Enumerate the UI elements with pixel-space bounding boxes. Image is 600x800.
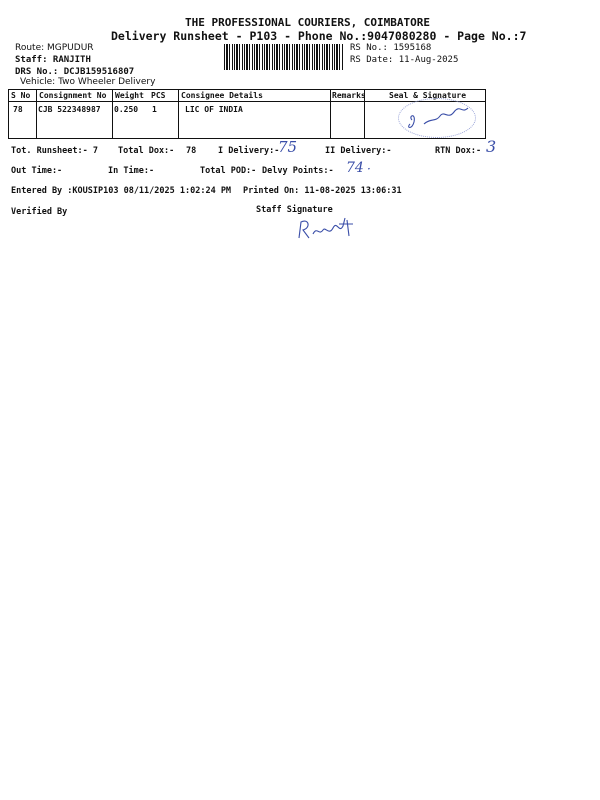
- receiver-signature: [402, 98, 482, 138]
- header-seal-signature: Seal & Signature: [389, 91, 467, 100]
- verified-by: Verified By: [11, 207, 68, 217]
- i-delivery-handwritten: 75: [278, 138, 298, 156]
- delvy-points-handwritten: 74: [346, 160, 364, 176]
- staff-signature: [295, 214, 365, 244]
- company-name: THE PROFESSIONAL COURIERS, COIMBATORE: [185, 16, 431, 29]
- header-remarks: Remarks: [332, 91, 366, 100]
- row-pcs: 1: [152, 105, 157, 114]
- header-pcs: PCS: [151, 91, 166, 100]
- entered-by: Entered By :KOUSIP103 08/11/2025 1:02:24 PM: [11, 186, 232, 196]
- barcode: [224, 44, 344, 70]
- i-delivery-label: I Delivery:-: [218, 146, 280, 156]
- vehicle: Vehicle: Two Wheeler Delivery: [20, 77, 156, 87]
- rs-number: RS No.: 1595168: [350, 43, 432, 53]
- staff: Staff: RANJITH: [15, 55, 91, 65]
- delvy-points-tick: ·: [367, 162, 371, 176]
- header-weight: Weight: [115, 91, 144, 100]
- header-consignment: Consignment No: [39, 91, 107, 100]
- total-dox-label: Total Dox:-: [118, 146, 175, 156]
- ii-delivery-label: II Delivery:-: [325, 146, 392, 156]
- rtn-dox-handwritten: 3: [486, 137, 497, 156]
- drs-number: DRS No.: DCJB159516807: [15, 67, 135, 77]
- rtn-dox-label: RTN Dox:-: [435, 146, 482, 156]
- delvy-points-label: Delvy Points:-: [262, 166, 334, 176]
- total-dox-value: 78: [186, 146, 197, 156]
- route: Route: MGPUDUR: [15, 43, 94, 53]
- out-time: Out Time:-: [11, 166, 63, 176]
- tot-runsheet: Tot. Runsheet:- 7: [11, 146, 98, 156]
- printed-on: Printed On: 11-08-2025 13:06:31: [243, 186, 402, 196]
- in-time: In Time:-: [108, 166, 155, 176]
- total-pod: Total POD:-: [200, 166, 257, 176]
- header-sno: S No: [11, 91, 31, 100]
- staff-signature-label: Staff Signature: [256, 205, 333, 215]
- row-consignee: LIC OF INDIA: [185, 105, 243, 114]
- row-sno: 78: [13, 105, 23, 114]
- rs-date: RS Date: 11-Aug-2025: [350, 55, 459, 65]
- runsheet-title: Delivery Runsheet - P103 - Phone No.:9047080280 - Page No.:7: [111, 29, 527, 43]
- row-weight: 0.250: [114, 105, 139, 114]
- header-consignee: Consignee Details: [181, 91, 263, 100]
- row-consignment: CJB 522348987: [38, 105, 101, 114]
